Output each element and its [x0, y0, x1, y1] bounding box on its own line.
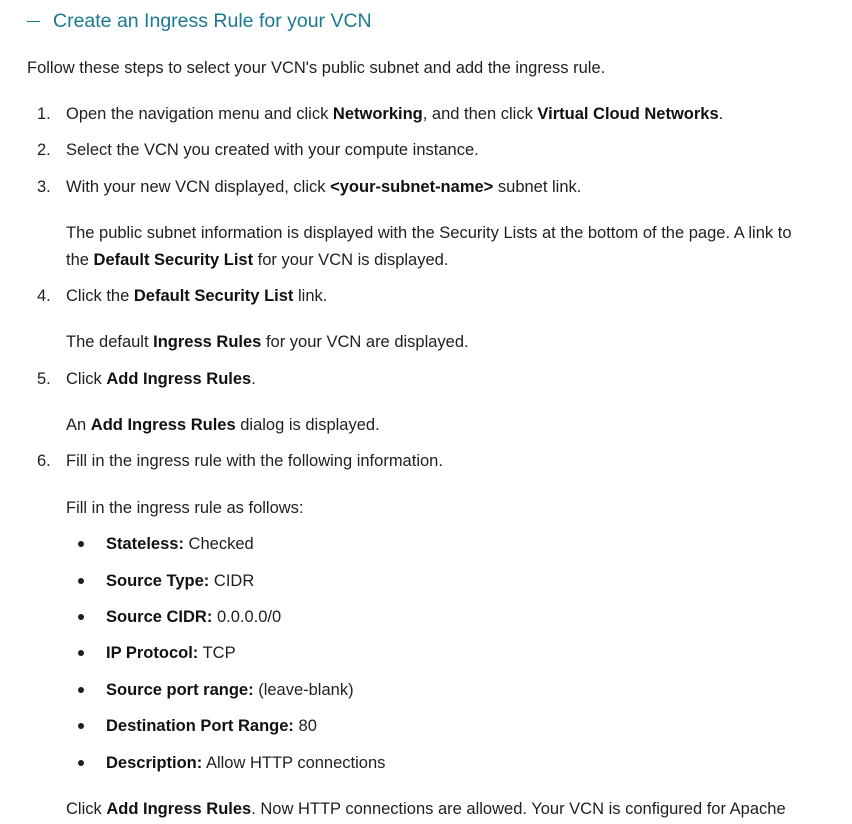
step-3-note-line-2: the Default Security List for your VCN is displayed.: [66, 251, 449, 269]
section-header[interactable]: [27, 8, 372, 34]
add-ingress-rules-term: Add Ingress Rules: [90, 416, 236, 434]
step-3-note-line-1: The public subnet information is displayed with the Security Lists at the bottom of the page. A link to: [66, 224, 792, 242]
step-1-text: Open the navigation menu and click Networking, and then click Virtual Cloud Networks.: [66, 105, 724, 123]
subnet-name-term: <your-subnet-name>: [330, 178, 494, 196]
section-title[interactable]: Create an Ingress Rule for your VCN: [53, 10, 372, 32]
step-4-text: Click the Default Security List link.: [66, 287, 328, 305]
list-item: Description: Allow HTTP connections: [106, 754, 386, 772]
bullet-icon: [78, 541, 84, 547]
list-item: Destination Port Range: 80: [106, 717, 317, 735]
step-number: 4.: [37, 287, 51, 305]
list-item: Source port range: (leave-blank): [106, 681, 354, 699]
list-item: Source Type: CIDR: [106, 572, 255, 590]
bullet-icon: [78, 650, 84, 656]
bullet-icon: [78, 760, 84, 766]
default-security-list-term: Default Security List: [93, 251, 254, 269]
bullet-icon: [78, 687, 84, 693]
list-item: Source CIDR: 0.0.0.0/0: [106, 608, 282, 626]
collapse-minus-icon[interactable]: [27, 21, 40, 22]
step-number: 3.: [37, 178, 51, 196]
step-5-note: An Add Ingress Rules dialog is displayed.: [66, 416, 380, 434]
list-item: IP Protocol: TCP: [106, 644, 236, 662]
step-number: 1.: [37, 105, 51, 123]
step-3-text: With your new VCN displayed, click <your-subnet-name> subnet link.: [66, 178, 582, 196]
bullet-icon: [78, 578, 84, 584]
step-number: 2.: [37, 141, 51, 159]
ingress-rules-term: Ingress Rules: [153, 333, 262, 351]
intro-text: Follow these steps to select your VCN's public subnet and add the ingress rule.: [27, 59, 606, 77]
step-number: 5.: [37, 370, 51, 388]
add-ingress-rules-term: Add Ingress Rules: [106, 800, 252, 818]
add-ingress-rules-term: Add Ingress Rules: [106, 370, 252, 388]
step-2-text: Select the VCN you created with your compute instance.: [66, 141, 479, 159]
networking-term: Networking: [332, 105, 423, 123]
virtual-cloud-networks-term: Virtual Cloud Networks: [537, 105, 719, 123]
step-4-note: The default Ingress Rules for your VCN are displayed.: [66, 333, 469, 351]
bullet-icon: [78, 614, 84, 620]
step-5-text: Click Add Ingress Rules.: [66, 370, 256, 388]
list-item: Stateless: Checked: [106, 535, 254, 553]
step-number: 6.: [37, 452, 51, 470]
step-6-note: Fill in the ingress rule as follows:: [66, 499, 304, 517]
default-security-list-term: Default Security List: [133, 287, 294, 305]
step-6-text: Fill in the ingress rule with the following information.: [66, 452, 443, 470]
bullet-icon: [78, 723, 84, 729]
closing-text: Click Add Ingress Rules. Now HTTP connections are allowed. Your VCN is configured for Apache: [66, 800, 786, 818]
